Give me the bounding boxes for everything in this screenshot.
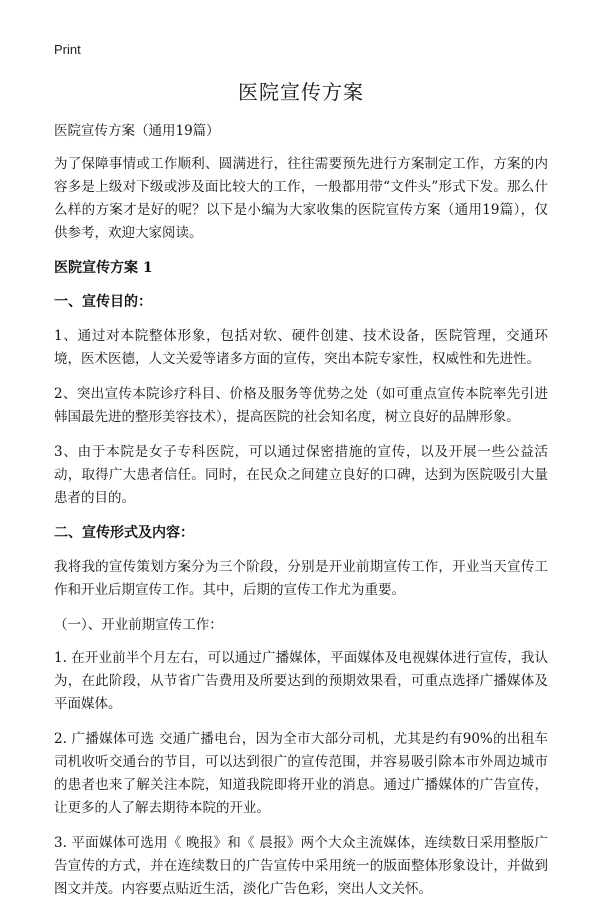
stage1-item: 3. 平面媒体可选用《 晚报》和《 晨报》两个大众主流媒体，连续数日采用整版广告宣传的方式，并在连续数日的广告宣传中采用统一的版面整体形象设计，并做到图文并茂。内容要点贴近生活，淡化广告色彩，突出人文关怀。 — [54, 835, 548, 897]
stage1-item: 1. 在开业前半个月左右，可以通过广播媒体，平面媒体及电视媒体进行宣传，我认为，在此阶段，从节省广告费用及所要达到的预期效果看，可重点选择广播媒体及平面媒体。 — [54, 650, 548, 712]
print-label: Print — [54, 42, 81, 57]
part1-item: 3、由于本院是女子专科医院，可以通过保密措施的宣传，以及开展一些公益活动，取得广大患者信任。同时，在民众之间建立良好的口碑，达到为医院吸引大量患者的目的。 — [54, 444, 548, 506]
part2-intro: 我将我的宣传策划方案分为三个阶段，分别是开业前期宣传工作，开业当天宣传工作和开业后期宣传工作。其中，后期的宣传工作尤为重要。 — [54, 559, 548, 598]
part1-item: 2、突出宣传本院诊疗科目、价格及服务等优势之处（如可重点宣传本院率先引进韩国最先进的整形美容技术），提高医院的社会知名度，树立良好的品牌形象。 — [54, 386, 548, 425]
section-heading: 医院宣传方案 1 — [54, 260, 153, 276]
stage1-item: 2. 广播媒体可选 交通广播电台，因为全市大部分司机，尤其是约有90%的出租车司机收听交通台的节目，可以达到很广的宣传范围，并容易吸引除本市外周边城市的患者也来了解关注本院，知道我院即将开业的消息。通过广播媒体的广告宣传，让更多的人了解去期待本院的开业。 — [54, 731, 548, 816]
document-title: 医院宣传方案 — [238, 80, 364, 104]
document-subtitle: 医院宣传方案（通用19篇） — [54, 123, 220, 139]
intro-paragraph: 为了保障事情或工作顺利、圆满进行，往往需要预先进行方案制定工作，方案的内容多是上级对下级或涉及面比较大的工作，一般都用带“文件头”形式下发。那么什么样的方案才是好的呢？以下是小编为大家收集的医院宣传方案（通用19篇），仅供参考，欢迎大家阅读。 — [54, 156, 548, 241]
part1-item: 1、通过对本院整体形象，包括对软、硬件创建、技术设备，医院管理，交通环境，医术医德，人文关爱等诸多方面的宣传，突出本院专家性，权威性和先进性。 — [54, 328, 548, 367]
part1-heading: 一、宣传目的： — [54, 294, 152, 310]
part2-heading: 二、宣传形式及内容： — [54, 525, 194, 541]
stage1-heading: （一）、开业前期宣传工作： — [54, 617, 223, 633]
